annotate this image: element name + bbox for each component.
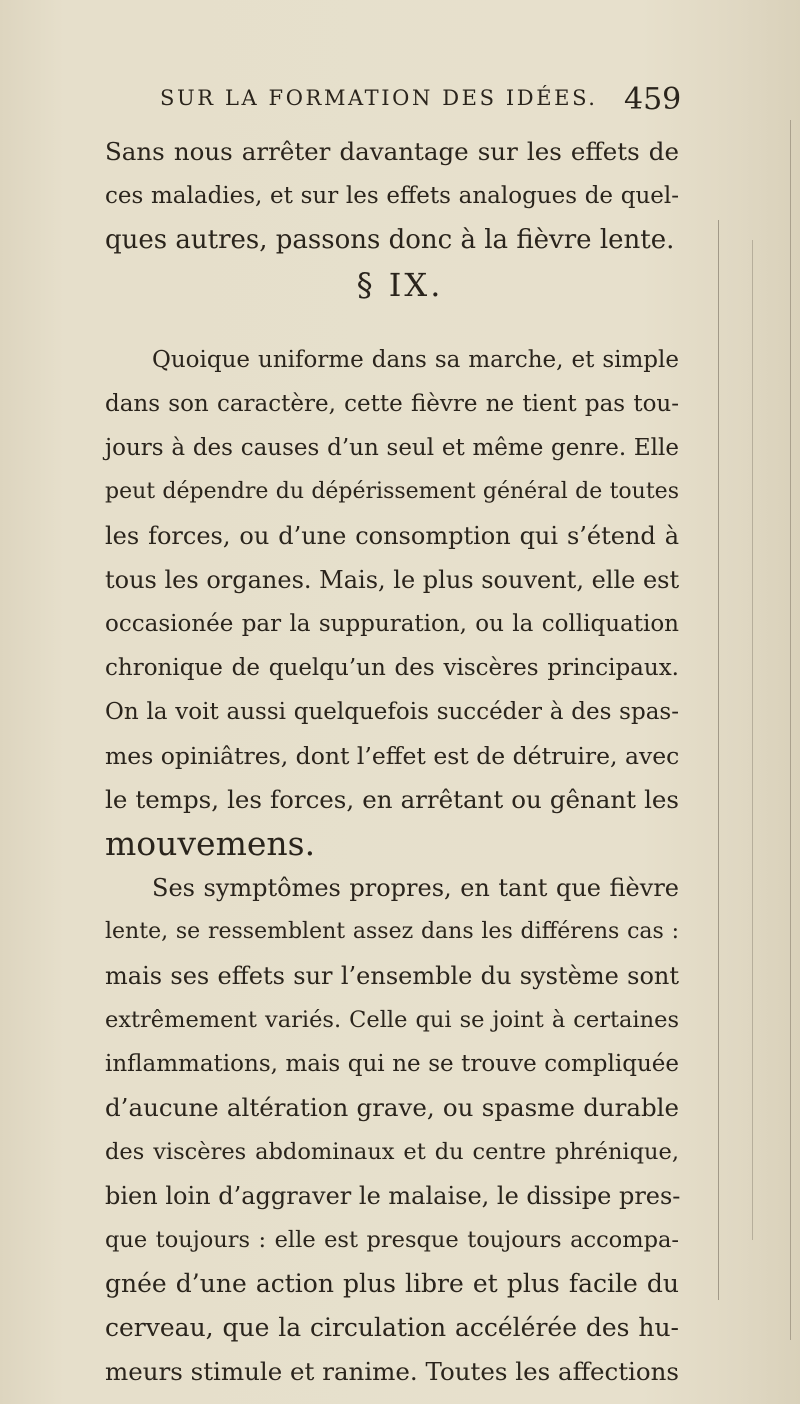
text-line: les forces, ou d’une consomption qui s’étend à xyxy=(105,522,679,550)
section-heading: § IX. xyxy=(356,266,444,304)
text-line: ques autres, passons donc à la fièvre lente. xyxy=(105,225,675,255)
text-line: On la voit aussi quelquefois succéder à des spas- xyxy=(105,699,679,725)
text-line: ces maladies, et sur les effets analogues de quel- xyxy=(105,183,679,209)
text-line: lente, se ressemblent assez dans les différens cas : xyxy=(105,919,679,944)
text-line: mais ses effets sur l’ensemble du système sont xyxy=(105,962,679,990)
text-line: des viscères abdominaux et du centre phrénique, xyxy=(105,1139,679,1165)
text-line: meurs stimule et ranime. Toutes les affections xyxy=(105,1357,679,1386)
text-line: inflammations, mais qui ne se trouve compliquée xyxy=(105,1051,679,1077)
text-line: Sans nous arrêter davantage sur les effets de xyxy=(105,137,679,166)
page-edge-line xyxy=(718,220,719,1300)
page-edge-line xyxy=(752,240,753,1240)
running-title: SUR LA FORMATION DES IDÉES. xyxy=(160,86,598,110)
running-header xyxy=(160,82,690,122)
text-line: mes opiniâtres, dont l’effet est de détruire, avec xyxy=(105,742,680,770)
page-number: 459 xyxy=(624,82,682,117)
text-line: peut dépendre du dépérissement général de toutes xyxy=(105,479,679,504)
text-line: le temps, les forces, en arrêtant ou gênant les xyxy=(105,785,679,814)
text-line: jours à des causes d’un seul et même genre. Elle xyxy=(105,435,679,461)
text-line: cerveau, que la circulation accélérée des hu- xyxy=(105,1313,679,1342)
text-line: Ses symptômes propres, en tant que fièvre xyxy=(152,874,679,902)
text-line: extrêmement variés. Celle qui se joint à certaines xyxy=(105,1007,679,1033)
text-line: bien loin d’aggraver le malaise, le dissipe pres- xyxy=(105,1182,681,1210)
text-line: Quoique uniforme dans sa marche, et simple xyxy=(152,347,679,373)
text-line: gnée d’une action plus libre et plus facile du xyxy=(105,1269,679,1298)
text-line: tous les organes. Mais, le plus souvent, elle est xyxy=(105,566,680,594)
text-line: que toujours : elle est presque toujours accompa- xyxy=(105,1227,679,1253)
text-line: d’aucune altération grave, ou spasme durable xyxy=(105,1093,679,1122)
text-line: chronique de quelqu’un des viscères principaux. xyxy=(105,655,679,681)
text-line: dans son caractère, cette fièvre ne tient pas tou- xyxy=(105,391,679,417)
text-line: occasionée par la suppuration, ou la colliquation xyxy=(105,611,679,637)
text-line: mouvemens. xyxy=(105,824,316,863)
